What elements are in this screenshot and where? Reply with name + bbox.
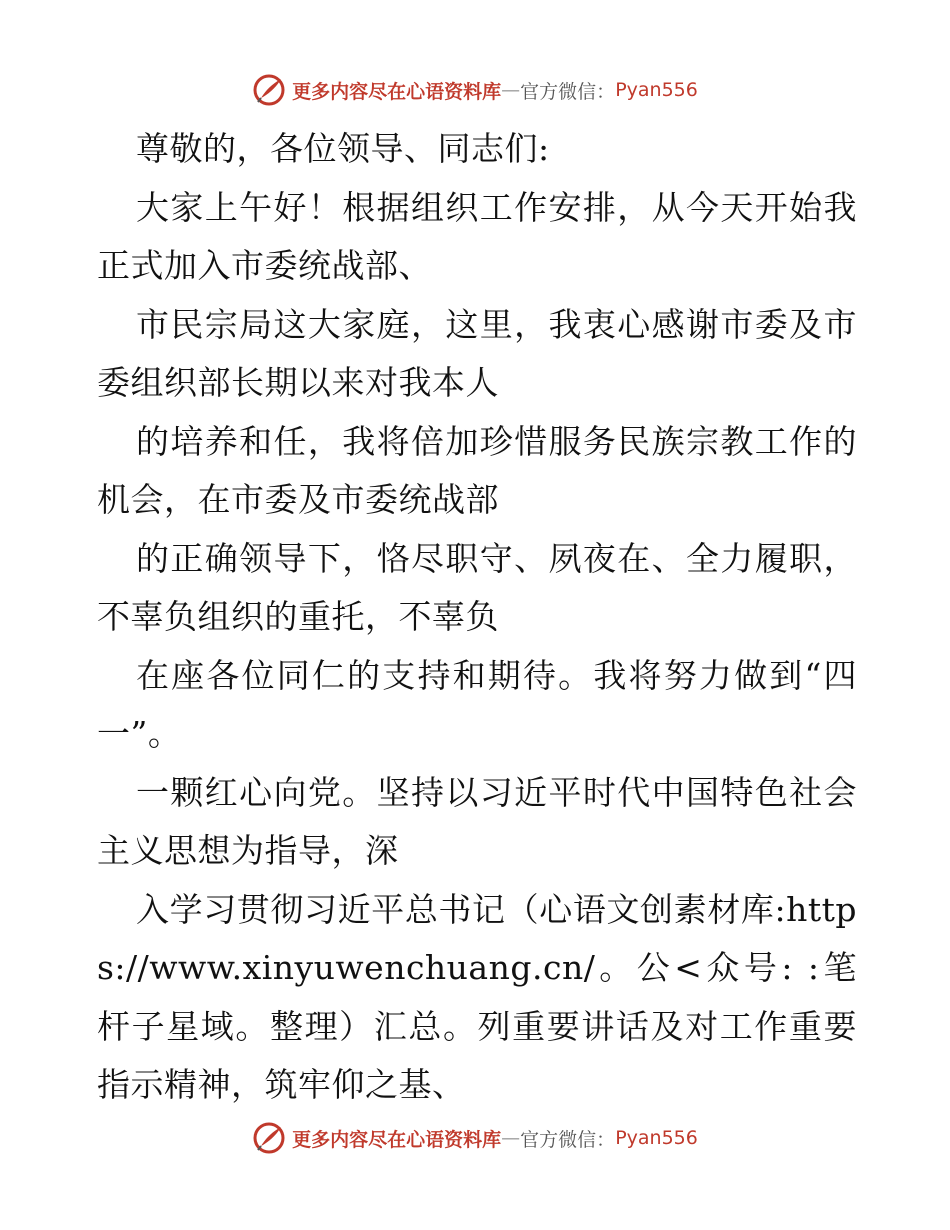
banner-wechat-id: Pyan556: [615, 79, 698, 101]
paragraph: 的培养和任，我将倍加珍惜服务民族宗教工作的机会，在市委及市委统战部: [97, 421, 857, 519]
paragraph: 在座各位同仁的支持和期待。我将努力做到“四一”。: [97, 655, 857, 753]
paragraph: 的正确领导下，恪尽职守、夙夜在、全力履职，不辜负组织的重托，不辜负: [97, 538, 857, 636]
banner-text: [292, 77, 698, 104]
banner-slogan: 更多内容尽在心语资料库: [292, 80, 502, 103]
banner-dash: —: [501, 1127, 521, 1149]
banner-slogan: 更多内容尽在心语资料库: [292, 1128, 502, 1151]
document-body: [97, 120, 857, 1115]
banner-text: [292, 1125, 698, 1152]
banner-dash: —: [501, 79, 521, 101]
header-banner: [0, 70, 950, 110]
banner-wechat-id: Pyan556: [615, 1127, 698, 1149]
quill-logo-icon: [252, 73, 286, 107]
paragraph: 市民宗局这大家庭，这里，我衷心感谢市委及市委组织部长期以来对我本人: [97, 304, 857, 402]
paragraph: 入学习贯彻习近平总书记（心语文创素材库:https://www.xinyuwenchuang.cn/。公<众号: :笔杆子星域。整理）汇总。列重要讲话及对工作重要指示精神，筑牢仰之基、: [97, 889, 857, 1104]
quill-logo-icon: [252, 1121, 286, 1155]
paragraph: 大家上午好！根据组织工作安排，从今天开始我正式加入市委统战部、: [97, 187, 857, 285]
paragraph: 一颗红心向党。坚持以习近平时代中国特色社会主义思想为指导，深: [97, 772, 857, 870]
banner-wechat-label: 官方微信：: [520, 1128, 616, 1151]
banner-wechat-label: 官方微信：: [520, 80, 616, 103]
footer-banner: [0, 1118, 950, 1158]
paragraph-salutation: 尊敬的，各位领导、同志们:: [136, 129, 550, 168]
